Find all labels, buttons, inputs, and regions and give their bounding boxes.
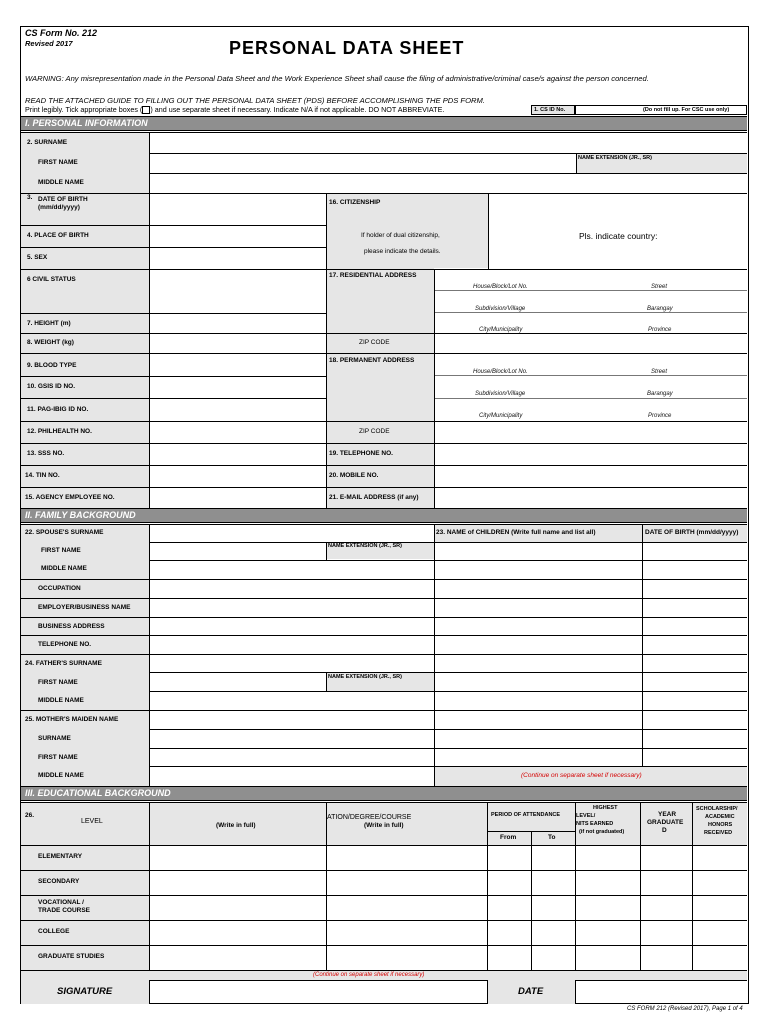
label-dual-citizenship: If holder of dual citizenship, bbox=[361, 232, 440, 239]
label-edu-year-1: YEAR bbox=[658, 811, 677, 818]
mobile-field[interactable] bbox=[435, 466, 747, 486]
label-pagibig: 11. PAG-IBIG ID NO. bbox=[27, 406, 89, 413]
section-family-background: II. FAMILY BACKGROUND bbox=[21, 508, 747, 523]
label-email: 21. E-MAIL ADDRESS (if any) bbox=[329, 494, 419, 501]
label-edu-school: (Write in full) bbox=[216, 822, 256, 829]
label-country: Pls. indicate country: bbox=[579, 231, 658, 241]
label-dob-format: (mm/dd/yyyy) bbox=[38, 204, 80, 211]
perm-city-label: City/Municipality bbox=[479, 413, 523, 419]
res-street-label: Street bbox=[651, 284, 668, 290]
section-educational-background: III. EDUCATIONAL BACKGROUND bbox=[21, 786, 747, 801]
label-mobile: 20. MOBILE NO. bbox=[329, 472, 379, 479]
label-edu-sch-2: ACADEMIC bbox=[705, 814, 735, 820]
label-telephone: 19. TELEPHONE NO. bbox=[329, 450, 393, 457]
res-city-label: City/Municipality bbox=[479, 327, 523, 333]
family-label-column bbox=[21, 524, 149, 786]
residential-address-field[interactable] bbox=[435, 270, 747, 332]
label-tin: 14. TIN NO. bbox=[25, 472, 60, 479]
graduate-school-field[interactable] bbox=[150, 946, 325, 969]
label-edu-level: LEVEL bbox=[81, 818, 103, 825]
label-middle-name: MIDDLE NAME bbox=[38, 179, 84, 186]
label-spouse-telephone: TELEPHONE NO. bbox=[38, 641, 92, 648]
revised-label: Revised 2017 bbox=[25, 39, 73, 48]
label-edu-highest-3: NITS EARNED bbox=[576, 821, 614, 827]
perm-subd-label: Subdivision/Village bbox=[475, 391, 526, 397]
page-title: PERSONAL DATA SHEET bbox=[229, 38, 465, 58]
label-blood-type: 9. BLOOD TYPE bbox=[27, 362, 77, 369]
label-dob: DATE OF BIRTH bbox=[38, 196, 88, 203]
label-children: 23. NAME of CHILDREN (Write full name and list all) bbox=[436, 529, 596, 536]
res-prov-label: Province bbox=[648, 327, 672, 333]
label-father-name-ext: NAME EXTENSION (JR., SR) bbox=[328, 674, 402, 680]
label-name-extension: NAME EXTENSION (JR., SR) bbox=[578, 155, 652, 161]
date-label: DATE bbox=[518, 986, 544, 997]
pob-field[interactable] bbox=[150, 226, 325, 246]
label-first-name: FIRST NAME bbox=[38, 159, 78, 166]
label-place-of-birth: 4. PLACE OF BIRTH bbox=[27, 232, 89, 239]
label-agency-employee: 15. AGENCY EMPLOYEE NO. bbox=[25, 494, 115, 501]
surname-field[interactable] bbox=[150, 133, 747, 152]
label-dual-details: please indicate the details. bbox=[364, 248, 441, 255]
label-mother-maiden-name: 25. MOTHER'S MAIDEN NAME bbox=[25, 716, 119, 723]
label-edu-year-3: D bbox=[662, 827, 667, 834]
label-residential-address: 17. RESIDENTIAL ADDRESS bbox=[329, 272, 417, 279]
children-dob-field[interactable] bbox=[643, 543, 747, 765]
label-father-surname: 24. FATHER'S SURNAME bbox=[25, 660, 102, 667]
label-edu-year-2: GRADUATE bbox=[647, 819, 684, 826]
label-edu-sch-3: HONORS bbox=[708, 822, 733, 828]
date-field[interactable] bbox=[576, 981, 747, 1003]
label-occupation: OCCUPATION bbox=[38, 585, 81, 592]
label-sss: 13. SSS NO. bbox=[27, 450, 65, 457]
sex-field[interactable] bbox=[150, 248, 325, 268]
spouse-surname-field[interactable] bbox=[150, 525, 433, 541]
perm-prov-label: Province bbox=[648, 413, 672, 419]
civil-status-field[interactable] bbox=[150, 270, 325, 312]
label-weight: 8. WEIGHT (kg) bbox=[27, 339, 74, 346]
label-edu-num: 26. bbox=[25, 812, 35, 819]
secondary-school-field[interactable] bbox=[150, 871, 325, 894]
label-surname: 2. SURNAME bbox=[27, 139, 68, 146]
label-mother-surname: SURNAME bbox=[38, 735, 71, 742]
label-spouse-surname: 22. SPOUSE'S SURNAME bbox=[25, 529, 104, 536]
warning-text: WARNING: Any misrepresentation made in the Personal Data Sheet and the Work Experience Sheet shall cause the filing of administrative/criminal case/s against the person concerned. bbox=[25, 74, 649, 83]
perm-brgy-label: Barangay bbox=[647, 391, 673, 397]
children-names-field[interactable] bbox=[435, 543, 641, 765]
label-edu-period: PERIOD OF ATTENDANCE bbox=[491, 812, 561, 818]
label-permanent-address: 18. PERMANENT ADDRESS bbox=[329, 357, 415, 364]
perm-street-label: Street bbox=[651, 369, 668, 375]
pds-form bbox=[20, 26, 749, 1004]
read-guide-text: READ THE ATTACHED GUIDE TO FILLING OUT THE PERSONAL DATA SHEET (PDS) BEFORE ACCOMPLISHING THE PDS FORM. bbox=[25, 96, 485, 105]
label-spouse-name-ext: NAME EXTENSION (JR., SR) bbox=[328, 543, 402, 549]
label-spouse-middle-name: MIDDLE NAME bbox=[41, 565, 87, 572]
label-philhealth: 12. PHILHEALTH NO. bbox=[27, 428, 92, 435]
education-continue-note: (Continue on separate sheet if necessary) bbox=[313, 972, 425, 978]
label-edu-highest-2: LEVEL/ bbox=[576, 813, 596, 819]
label-father-first-name: FIRST NAME bbox=[38, 679, 78, 686]
label-zip-permanent: ZIP CODE bbox=[359, 428, 390, 435]
dob-field[interactable] bbox=[150, 194, 325, 224]
cs-id-note: (Do not fill up. For CSC use only) bbox=[643, 107, 730, 113]
label-mother-first-name: FIRST NAME bbox=[38, 754, 78, 761]
res-brgy-label: Barangay bbox=[647, 306, 673, 312]
label-edu-highest-1: HIGHEST bbox=[593, 805, 618, 811]
label-vocational-2: TRADE COURSE bbox=[38, 907, 91, 914]
family-continue-note: (Continue on separate sheet if necessary) bbox=[521, 772, 642, 779]
label-graduate-studies: GRADUATE STUDIES bbox=[38, 953, 105, 960]
label-spouse-first-name: FIRST NAME bbox=[41, 547, 81, 554]
label-employer: EMPLOYER/BUSINESS NAME bbox=[38, 604, 131, 611]
label-father-middle-name: MIDDLE NAME bbox=[38, 697, 84, 704]
vocational-school-field[interactable] bbox=[150, 896, 325, 919]
label-college: COLLEGE bbox=[38, 928, 70, 935]
label-height: 7. HEIGHT (m) bbox=[27, 320, 71, 327]
label-edu-to: To bbox=[548, 834, 556, 841]
print-legibly-text: Print legibly. Tick appropriate boxes ( ) and use separate sheet if necessary. Indicate N/A if not applicable. DO NOT ABBREVIATE. bbox=[25, 105, 445, 114]
label-edu-highest-4: (if not graduated) bbox=[579, 829, 625, 835]
signature-field[interactable] bbox=[150, 981, 486, 1003]
label-civil-status: 6 CIVIL STATUS bbox=[27, 276, 76, 283]
citizenship-field[interactable] bbox=[489, 194, 747, 268]
perm-house-label: House/Block/Lot No. bbox=[473, 369, 528, 375]
college-school-field[interactable] bbox=[150, 921, 325, 944]
label-dob-num: 3. bbox=[27, 194, 33, 201]
telephone-field[interactable] bbox=[435, 444, 747, 464]
cs-id-label: 1. CS ID No. bbox=[534, 107, 566, 113]
first-name-field[interactable] bbox=[150, 154, 575, 172]
label-child-dob: DATE OF BIRTH (mm/dd/yyyy) bbox=[645, 529, 739, 536]
res-house-label: House/Block/Lot No. bbox=[473, 284, 528, 290]
email-field[interactable] bbox=[435, 488, 747, 508]
form-number: CS Form No. 212 bbox=[25, 28, 98, 38]
label-edu-from: From bbox=[500, 834, 517, 841]
label-citizenship: 16. CITIZENSHIP bbox=[329, 199, 381, 206]
label-business-address: BUSINESS ADDRESS bbox=[38, 623, 105, 630]
label-mother-middle-name: MIDDLE NAME bbox=[38, 772, 84, 779]
signature-label: SIGNATURE bbox=[57, 986, 113, 997]
label-edu-course-sub: (Write in full) bbox=[364, 822, 404, 829]
page-footer: CS FORM 212 (Revised 2017), Page 1 of 4 bbox=[627, 1006, 743, 1012]
label-vocational-1: VOCATIONAL / bbox=[38, 899, 84, 906]
elementary-school-field[interactable] bbox=[150, 846, 325, 869]
label-secondary: SECONDARY bbox=[38, 878, 80, 885]
res-subd-label: Subdivision/Village bbox=[475, 306, 526, 312]
label-edu-sch-1: SCHOLARSHIP/ bbox=[696, 806, 738, 812]
spouse-first-name-field[interactable] bbox=[150, 543, 325, 559]
section-personal-information: I. PERSONAL INFORMATION bbox=[21, 116, 747, 131]
label-gsis: 10. GSIS ID NO. bbox=[27, 383, 76, 390]
label-sex: 5. SEX bbox=[27, 254, 48, 261]
label-edu-course: ATION/DEGREE/COURSE bbox=[327, 814, 412, 821]
label-edu-sch-4: RECEIVED bbox=[704, 830, 733, 836]
label-elementary: ELEMENTARY bbox=[38, 853, 83, 860]
label-zip-residential: ZIP CODE bbox=[359, 339, 390, 346]
middle-name-field[interactable] bbox=[150, 174, 747, 192]
